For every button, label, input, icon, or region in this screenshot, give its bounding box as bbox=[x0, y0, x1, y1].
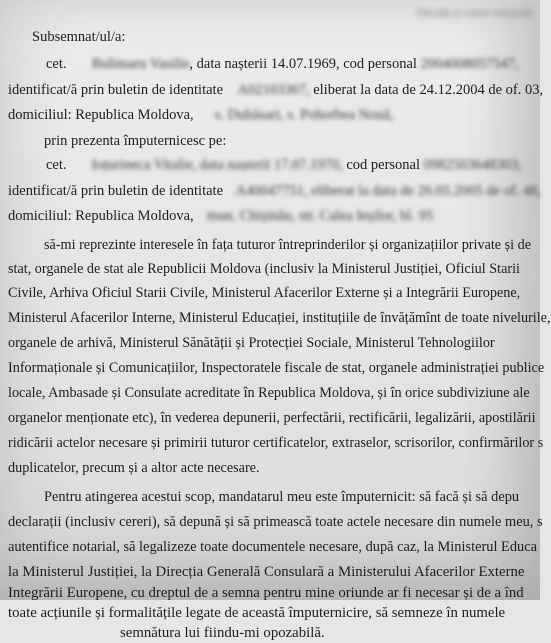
agent-id-details: A40047751, eliberat la data de 26.05.2005 de of. 48, bbox=[235, 183, 542, 199]
agent-line-3 bbox=[0, 206, 540, 226]
principal-line-2 bbox=[0, 80, 544, 100]
issued-date: 24.12.2004 de of. 03, bbox=[419, 82, 544, 98]
id-number: A02103367, bbox=[237, 82, 310, 98]
paragraph-1-line: stat, organele de stat ale Republicii Moldova (inclusiv la Ministerul Justiției, Oficiul Starii bbox=[8, 261, 520, 277]
birth-label: , data nașterii bbox=[189, 56, 268, 72]
paragraph-1-line: ridicării actelor necesare și primirii tuturor certificatelor, extraselor, scrisorilor, confirmărilor s bbox=[8, 435, 544, 451]
paragraph-1-line: să-mi reprezinte interesele în fața tuturor întreprinderilor și organizațiilor private și de bbox=[44, 237, 532, 253]
paragraph-1-line: organelor menționate etc), în vederea depunerii, perfectării, rectificării, legalizării, apostilării bbox=[8, 410, 536, 426]
paragraph-1-line: locale, Ambasade și Consulate acreditate în Republica Moldova, și în orice subdiviziune ale bbox=[8, 385, 530, 401]
paragraph-1-line: duplicatelor, precum și a altor acte necesare. bbox=[8, 460, 260, 476]
paragraph-2-line: Integrării Europene, cu dreptul de a semna pentru mine oriunde ar fi necesar și de a înd bbox=[8, 585, 524, 601]
paragraph-1-line: Informaționale și Comunicațiilor, Inspectoratele fiscale de stat, organele administrației publice bbox=[8, 360, 545, 376]
paragraph-2-line: autentifice notarial, să legalizeze toate documentele necesare, după caz, la Ministerul Educa bbox=[8, 539, 537, 555]
birth-date: 14.07.1969 bbox=[270, 56, 336, 72]
empower-line: prin prezenta împuternicesc pe: bbox=[44, 133, 227, 149]
paragraph-2-line: toate acțiunile și formalitățile legate de această împuternicire, să semneze în numele bbox=[8, 605, 506, 621]
paragraph-1-line: organele de arhivă, Ministerul Sănătății și Protecției Sociale, Ministerul Tehnologiilor bbox=[8, 335, 495, 351]
principal-line-1 bbox=[0, 54, 540, 74]
agent-name-birth: Ioțurineca Vitalie, data nașterii 17.07.1970, bbox=[91, 157, 343, 173]
paragraph-1-line: Ministerul Afacerilor Interne, Ministerul Educației, instituțiile de învățămînt de toate nivelurile, bbox=[8, 310, 551, 326]
principal-line-3 bbox=[0, 105, 540, 125]
id-label: identificat/ă prin buletin de identitate bbox=[8, 82, 224, 98]
agent-line-1 bbox=[0, 155, 540, 175]
domicile-label: domiciliul: Republica Moldova, bbox=[8, 107, 194, 123]
agent-domicile-label: domiciliul: Republica Moldova, bbox=[8, 208, 194, 224]
agent-prefix: cet. bbox=[46, 157, 67, 173]
paragraph-1-line: Civile, Arhiva Oficiul Starii Civile, Ministerul Afacerilor Externe și a Integrării Europene, bbox=[8, 285, 521, 301]
paragraph-2-line: declarații (inclusiv cereri), să depună și să primească toate actele necesare din numele meu, s bbox=[8, 514, 543, 530]
principal-prefix: cet. bbox=[46, 56, 67, 72]
paragraph-2-line: Pentru atingerea acestui scop, mandatarul meu este împuternicit: să facă și să depu bbox=[44, 489, 520, 505]
greeting: Subsemnat/ul/a: bbox=[32, 29, 126, 45]
domicile-address: s. Dubăsari, s. Pohorbea Nouă, bbox=[214, 107, 394, 123]
paragraph-2-line: la Ministerul Justiției, la Direcția Generală Consulară a Ministerului Afacerilor Externe bbox=[8, 564, 525, 580]
agent-personal-code-label: cod personal bbox=[346, 157, 421, 173]
principal-name: Bulimaru Vasilie bbox=[91, 56, 190, 72]
personal-code-label: , cod personal bbox=[335, 56, 417, 72]
personal-code: 2004008057547, bbox=[420, 56, 519, 72]
header-right-text: Dovada și cerere notarială bbox=[416, 7, 532, 19]
agent-id-label: identificat/ă prin buletin de identitate bbox=[8, 183, 224, 199]
agent-line-2 bbox=[0, 181, 540, 201]
issued-label: eliberat la data de bbox=[313, 82, 416, 98]
agent-personal-code: 0982503648303, bbox=[423, 157, 522, 173]
paragraph-2-line: semnătura lui fiindu-mi opozabilă. bbox=[120, 625, 325, 641]
agent-domicile-address: mun. Chișinău, str. Calea Ieșilor, bl. 95 bbox=[206, 208, 434, 224]
